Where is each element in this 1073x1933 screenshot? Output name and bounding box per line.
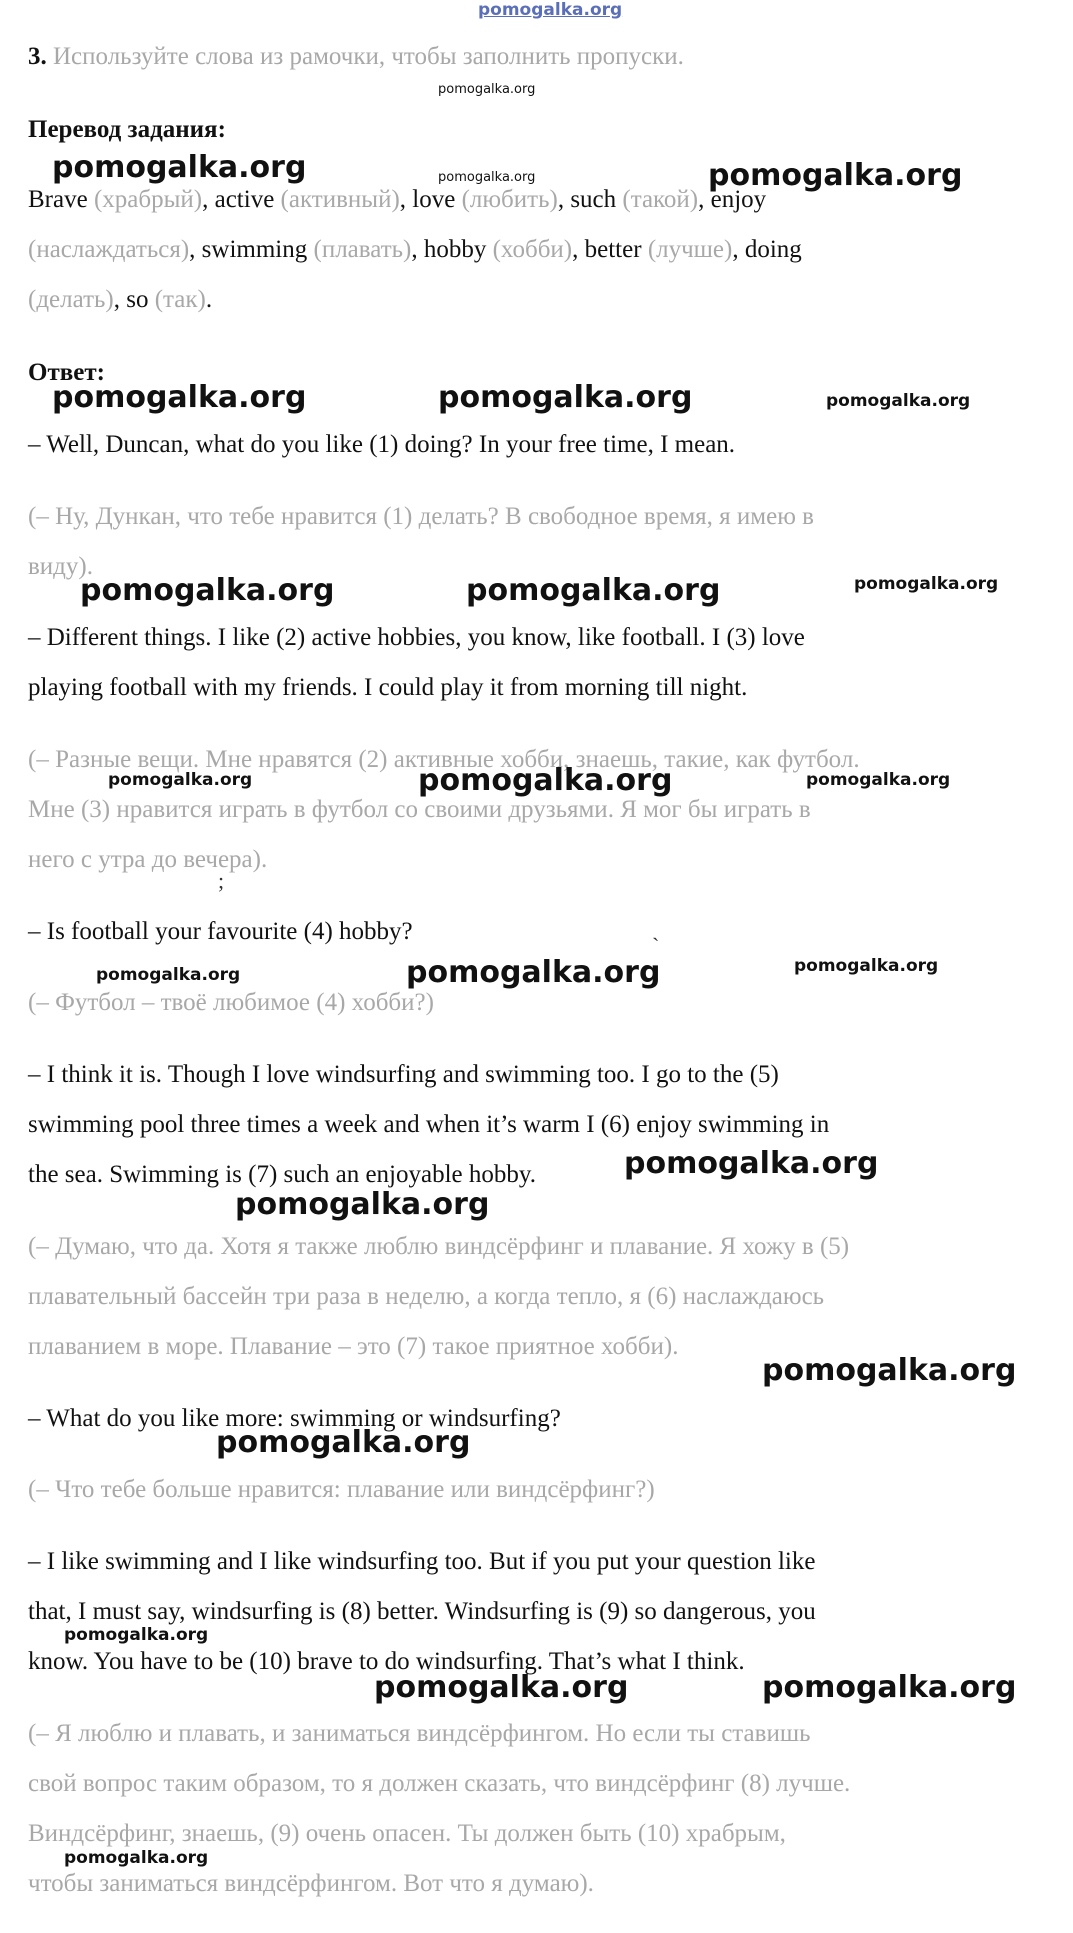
dialogue-line: know. You have to be (10) brave to do windsurfing. That’s what I think. <box>28 1648 745 1675</box>
dialogue-line: Виндсёрфинг, знаешь, (9) очень опасен. Ты должен быть (10) храбрым, <box>28 1820 786 1847</box>
dialogue-line: – I think it is. Though I love windsurfing and swimming too. I go to the (5) <box>28 1061 779 1088</box>
dialogue-line: Мне (3) нравится играть в футбол со своими друзьями. Я мог бы играть в <box>28 796 811 823</box>
word-option: , such <box>557 186 617 213</box>
dialogue-line: свой вопрос таким образом, то я должен сказать, что виндсёрфинг (8) лучше. <box>28 1770 851 1797</box>
word-option: , enjoy <box>698 186 767 213</box>
dialogue-line: плавательный бассейн три раза в неделю, а когда тепло, я (6) наслаждаюсь <box>28 1283 825 1310</box>
dialogue-line: (– Я люблю и плавать, и заниматься виндсёрфингом. Но если ты ставишь <box>28 1720 811 1747</box>
watermark: pomogalka.org <box>108 770 253 790</box>
word-box-line-1 <box>28 185 766 215</box>
dialogue-line: виду). <box>28 553 93 580</box>
word-option: , so <box>113 286 149 313</box>
dialogue-line: that, I must say, windsurfing is (8) better. Windsurfing is (9) so dangerous, you <box>28 1598 816 1625</box>
dialogue-line: плаванием в море. Плавание – это (7) такое приятное хобби). <box>28 1333 679 1360</box>
watermark: pomogalka.org <box>235 1187 490 1222</box>
word-translation: (делать) <box>28 286 114 313</box>
word-box-line-2 <box>28 235 802 265</box>
dialogue-line: (– Разные вещи. Мне нравятся (2) активные хобби, знаешь, такие, как футбол. <box>28 746 860 773</box>
top-watermark-link[interactable]: pomogalka.org <box>478 0 623 20</box>
watermark: pomogalka.org <box>406 955 661 990</box>
watermark: pomogalka.org <box>762 1353 1017 1388</box>
watermark: pomogalka.org <box>762 1670 1017 1705</box>
watermark: pomogalka.org <box>794 956 939 976</box>
dialogue-line: (– Футбол – твоё любимое (4) хобби?) <box>28 989 434 1016</box>
watermark: pomogalka.org <box>438 82 536 97</box>
task-title <box>28 42 684 72</box>
watermark: pomogalka.org <box>438 170 536 185</box>
dialogue-line: – Well, Duncan, what do you like (1) doing? In your free time, I mean. <box>28 431 736 458</box>
dialogue-line: – Different things. I like (2) active hobbies, you know, like football. I (3) love <box>28 624 805 651</box>
watermark: pomogalka.org <box>80 573 335 608</box>
dialogue-line: (– Думаю, что да. Хотя я также люблю виндсёрфинг и плавание. Я хожу в (5) <box>28 1233 850 1260</box>
dialogue-line: playing football with my friends. I could play it from morning till night. <box>28 674 748 701</box>
watermark: pomogalka.org <box>624 1146 879 1181</box>
watermark: pomogalka.org <box>438 380 693 415</box>
dialogue-line: – What do you like more: swimming or windsurfing? <box>28 1405 561 1432</box>
dialogue-line: – I like swimming and I like windsurfing too. But if you put your question like <box>28 1548 816 1575</box>
dialogue-line: чтобы заниматься виндсёрфингом. Вот что я думаю). <box>28 1870 594 1897</box>
watermark: pomogalka.org <box>826 391 971 411</box>
watermark: pomogalka.org <box>418 763 673 798</box>
dialogue-line: (– Ну, Дункан, что тебе нравится (1) делать? В свободное время, я имею в <box>28 503 814 530</box>
answer-heading: Ответ: <box>28 359 105 386</box>
dialogue-line: (– Что тебе больше нравится: плавание или виндсёрфинг?) <box>28 1476 655 1503</box>
word-option: Brave <box>28 186 88 213</box>
stray-mark: ; <box>218 868 225 893</box>
watermark: pomogalka.org <box>806 770 951 790</box>
dialogue-line: него с утра до вечера). <box>28 846 268 873</box>
watermark: pomogalka.org <box>708 158 963 193</box>
word-translation: (лучше) <box>641 236 733 263</box>
word-option: , better <box>572 236 642 263</box>
word-box-line-3 <box>28 285 212 315</box>
word-translation: (так) <box>148 286 206 313</box>
watermark: pomogalka.org <box>64 1625 209 1645</box>
dialogue-line: the sea. Swimming is (7) such an enjoyable hobby. <box>28 1161 537 1188</box>
watermark: pomogalka.org <box>854 574 999 594</box>
word-translation: (храбрый) <box>87 186 203 213</box>
word-option: , swimming <box>189 236 308 263</box>
dialogue-line: swimming pool three times a week and when it’s warm I (6) enjoy swimming in <box>28 1111 830 1138</box>
task-number: 3. <box>28 43 47 70</box>
word-option: , hobby <box>411 236 487 263</box>
word-translation: (наслаждаться) <box>28 236 190 263</box>
task-instruction: Используйте слова из рамочки, чтобы заполнить пропуски. <box>53 43 684 70</box>
word-translation: (плавать) <box>307 236 412 263</box>
watermark: pomogalka.org <box>64 1848 209 1868</box>
word-translation: (такой) <box>616 186 699 213</box>
word-translation: (любить) <box>455 186 558 213</box>
word-translation: (хобби) <box>486 236 573 263</box>
watermark: pomogalka.org <box>374 1670 629 1705</box>
translation-heading: Перевод задания: <box>28 116 226 143</box>
word-option: , active <box>202 186 275 213</box>
watermark: pomogalka.org <box>52 380 307 415</box>
watermark: pomogalka.org <box>466 573 721 608</box>
word-option: . <box>205 286 213 313</box>
watermark: pomogalka.org <box>216 1425 471 1460</box>
word-option: , love <box>399 186 456 213</box>
stray-mark: ` <box>652 933 660 958</box>
dialogue-line: – Is football your favourite (4) hobby? <box>28 918 413 945</box>
watermark: pomogalka.org <box>52 150 307 185</box>
watermark: pomogalka.org <box>96 965 241 985</box>
word-translation: (активный) <box>274 186 400 213</box>
word-option: , doing <box>732 236 802 263</box>
